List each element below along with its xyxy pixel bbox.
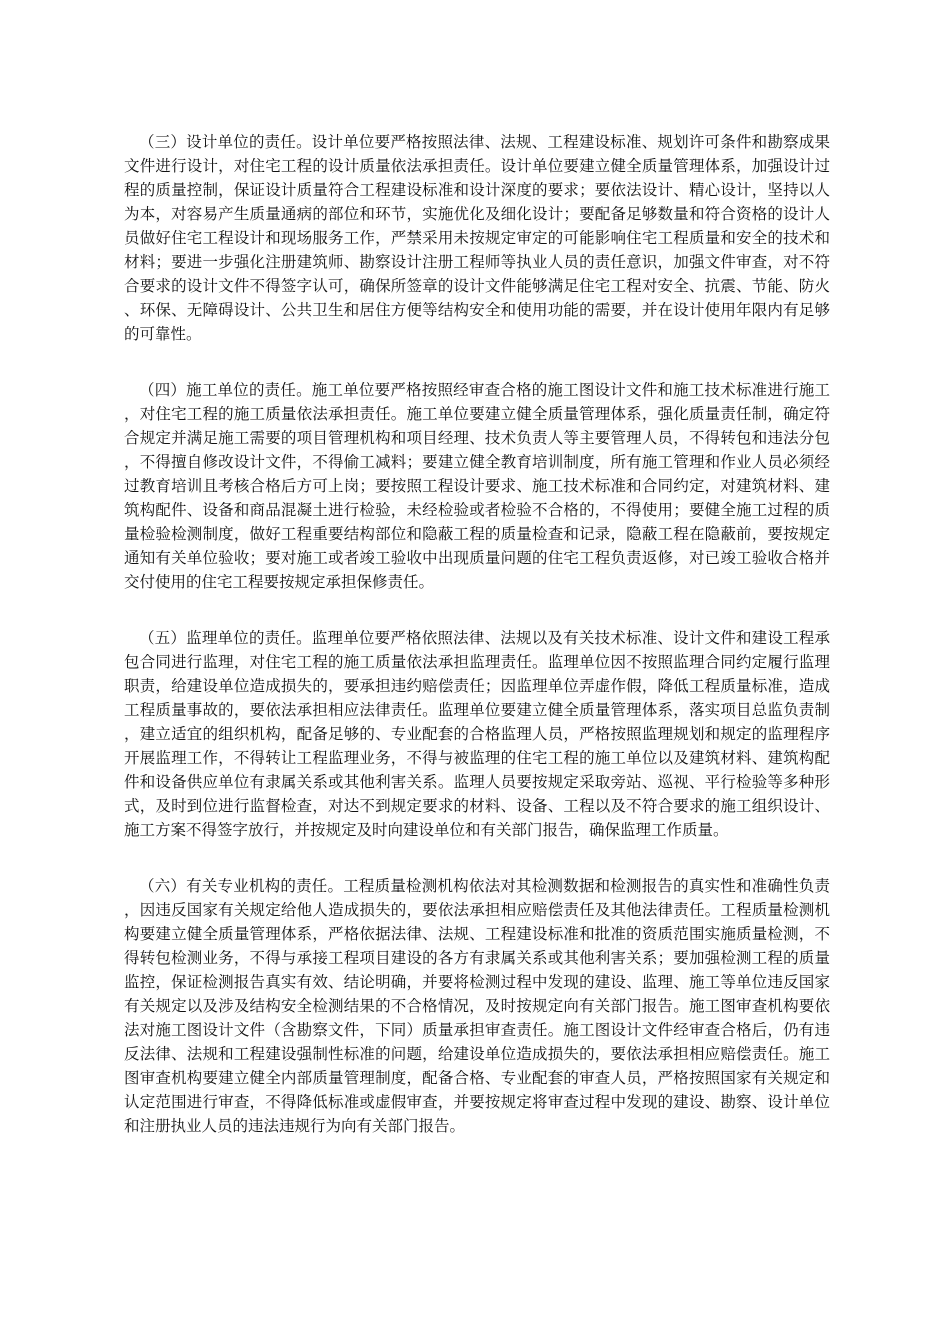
paragraph-supervision-unit-responsibility: （五）监理单位的责任。监理单位要严格依照法律、法规以及有关技术标准、设计文件和建设工程承包合同进行监理，对住宅工程的施工质量依法承担监理责任。监理单位因不按照监理合同约定履行监理职责，给建设单位造成损失的，要承担违约赔偿责任；因监理单位弄虚作假，降低工程质量标准，造成工程质量事故的，要依法承担相应法律责任。监理单位要建立健全质量管理体系，落实项目总监负责制，建立适宜的组织机构，配备足够的、专业配套的合格监理人员，严格按照监理规划和规定的监理程序开展监理工作，不得转让工程监理业务，不得与被监理的住宅工程的施工单位以及建筑材料、建筑构配件和设备供应单位有隶属关系或其他利害关系。监理人员要按规定采取旁站、巡视、平行检验等多种形式，及时到位进行监督检查，对达不到规定要求的材料、设备、工程以及不符合要求的施工组织设计、施工方案不得签字放行，并按规定及时向建设单位和有关部门报告，确保监理工作质量。 <box>124 629 830 839</box>
paragraph-design-unit-responsibility: （三）设计单位的责任。设计单位要严格按照法律、法规、工程建设标准、规划许可条件和勘察成果文件进行设计，对住宅工程的设计质量依法承担责任。设计单位要建立健全质量管理体系，加强设计过程的质量控制，保证设计质量符合工程建设标准和设计深度的要求；要依法设计、精心设计，坚持以人为本，对容易产生质量通病的部位和环节，实施优化及细化设计；要配备足够数量和符合资格的设计人员做好住宅工程设计和现场服务工作，严禁采用未按规定审定的可能影响住宅工程质量和安全的技术和材料；要进一步强化注册建筑师、勘察设计注册工程师等执业人员的责任意识，加强文件审查，对不符合要求的设计文件不得签字认可，确保所签章的设计文件能够满足住宅工程对安全、抗震、节能、防火、环保、无障碍设计、公共卫生和居住方便等结构安全和使用功能的需要，并在设计使用年限内有足够的可靠性。 <box>124 133 830 343</box>
paragraph-professional-institution-responsibility: （六）有关专业机构的责任。工程质量检测机构依法对其检测数据和检测报告的真实性和准确性负责，因违反国家有关规定给他人造成损失的，要依法承担相应赔偿责任及其他法律责任。工程质量检测机构要建立健全质量管理体系，严格依据法律、法规、工程建设标准和批准的资质范围实施质量检测，不得转包检测业务，不得与承接工程项目建设的各方有隶属关系或其他利害关系；要加强检测工程的质量监控，保证检测报告真实有效、结论明确，并要将检测过程中发现的建设、监理、施工等单位违反国家有关规定以及涉及结构安全检测结果的不合格情况，及时按规定向有关部门报告。施工图审查机构要依法对施工图设计文件（含勘察文件，下同）质量承担审查责任。施工图设计文件经审查合格后，仍有违反法律、法规和工程建设强制性标准的问题，给建设单位造成损失的，要依法承担相应赔偿责任。施工图审查机构要建立健全内部质量管理制度，配备合格、专业配套的审查人员，严格按照国家有关规定和认定范围进行审查，不得降低标准或虚假审查，并要按规定将审查过程中发现的建设、勘察、设计单位和注册执业人员的违法违规行为向有关部门报告。 <box>124 877 830 1135</box>
paragraph-construction-unit-responsibility: （四）施工单位的责任。施工单位要严格按照经审查合格的施工图设计文件和施工技术标准进行施工，对住宅工程的施工质量依法承担责任。施工单位要建立健全质量管理体系，强化质量责任制，确定符合规定并满足施工需要的项目管理机构和项目经理、技术负责人等主要管理人员，不得转包和违法分包，不得擅自修改设计文件，不得偷工减料；要建立健全教育培训制度，所有施工管理和作业人员必须经过教育培训且考核合格后方可上岗；要按照工程设计要求、施工技术标准和合同约定，对建筑材料、建筑构配件、设备和商品混凝土进行检验，未经检验或者检验不合格的，不得使用；要健全施工过程的质量检验检测制度，做好工程重要结构部位和隐蔽工程的质量检查和记录，隐蔽工程在隐蔽前，要按规定通知有关单位验收；要对施工或者竣工验收中出现质量问题的住宅工程负责返修，对已竣工验收合格并交付使用的住宅工程要按规定承担保修责任。 <box>124 381 830 591</box>
document-body <box>124 130 830 1170</box>
